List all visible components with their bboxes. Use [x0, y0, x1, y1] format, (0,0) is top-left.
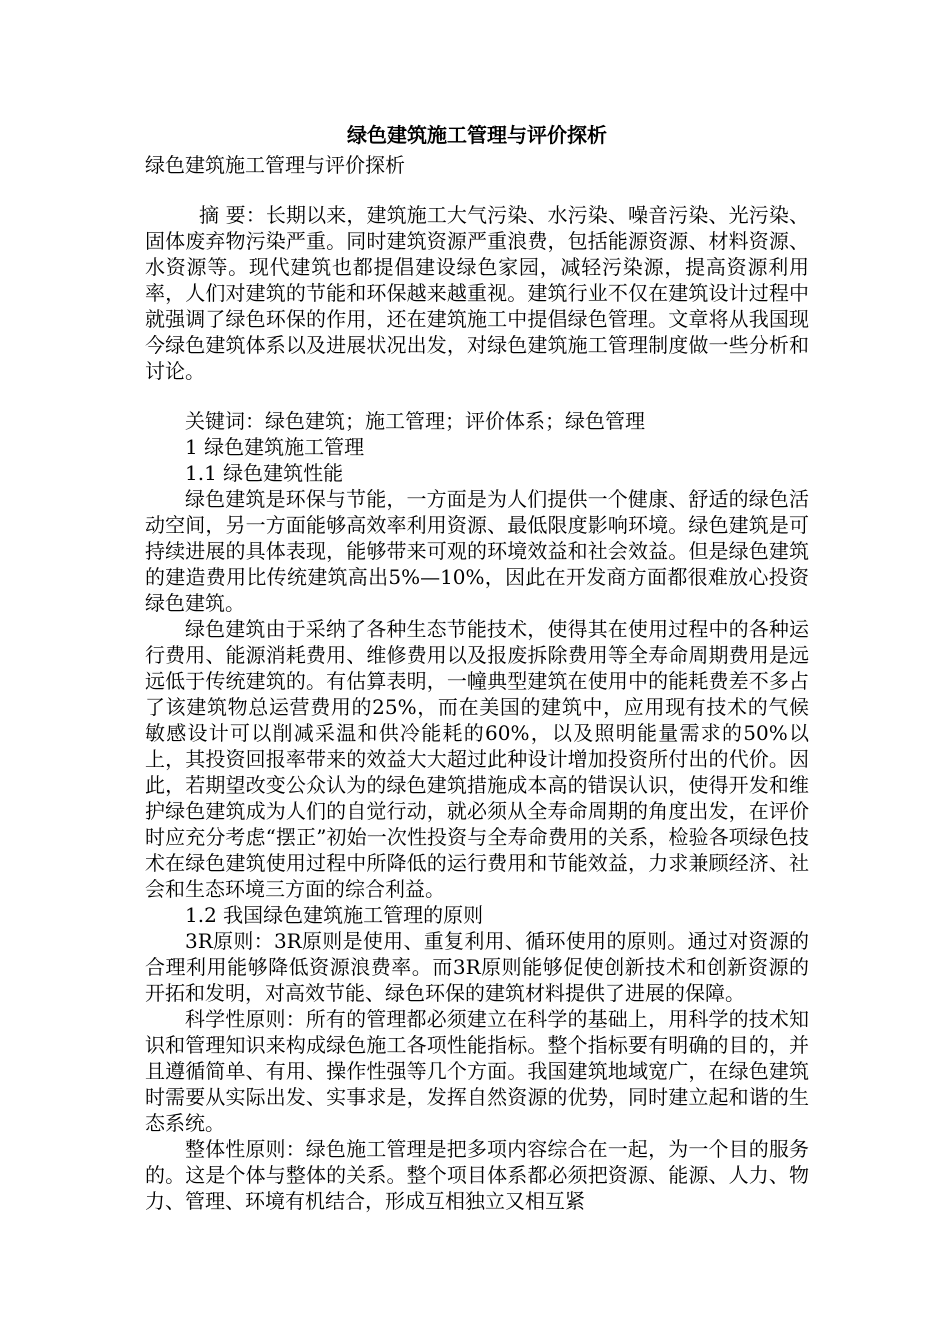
spacer	[145, 384, 809, 408]
keywords-line: 关键词：绿色建筑；施工管理；评价体系；绿色管理	[185, 409, 645, 433]
abstract-paragraph: 摘 要：长期以来，建筑施工大气污染、水污染、噪音污染、光污染、固体废弃物污染严重。同时建筑资源严重浪费，包括能源资源、材料资源、水资源等。现代建筑也都提倡建设绿色家园，减轻污染源，提高资源利用率，人们对建筑的节能和环保越来越重视。建筑行业不仅在建筑设计过程中就强调了绿色环保的作用，还在建筑施工中提倡绿色管理。文章将从我国现今绿色建筑体系以及进展状况出发，对绿色建筑施工管理制度做一些分析和讨论。	[145, 203, 809, 383]
section-1-1-paragraph-1: 绿色建筑是环保与节能，一方面是为人们提供一个健康、舒适的绿色活动空间，另一方面能够高效率利用资源、最低限度影响环境。绿色建筑是可持续进展的具体表现，能够带来可观的环境效益和社会效益。但是绿色建筑的建造费用比传统建筑高出5%—10%，因此在开发商方面都很难放心投资绿色建筑。	[145, 487, 809, 615]
section-1-heading: 1 绿色建筑施工管理	[185, 435, 365, 459]
spacer	[145, 178, 809, 202]
section-1-2-paragraph-2: 科学性原则：所有的管理都必须建立在科学的基础上，用科学的技术知识和管理知识来构成绿色施工各项性能指标。整个指标要有明确的目的，并且遵循简单、有用、操作性强等几个方面。我国建筑地域宽广，在绿色建筑时需要从实际出发、实事求是，发挥自然资源的优势，同时建立起和谐的生态系统。	[145, 1007, 809, 1135]
section-1-1-paragraph-2: 绿色建筑由于采纳了各种生态节能技术，使得其在使用过程中的各种运行费用、能源消耗费用、维修费用以及报废拆除费用等全寿命周期费用是远远低于传统建筑的。有估算表明，一幢典型建筑在使用中的能耗费差不多占了该建筑物总运营费用的25%，而在美国的建筑中，应用现有技术的气候敏感设计可以削减采温和供冷能耗的60%，以及照明能量需求的50%以上，其投资回报率带来的效益大大超过此种设计增加投资所付出的代价。因此，若期望改变公众认为的绿色建筑措施成本高的错误认识，使得开发和维护绿色建筑成为人们的自觉行动，就必须从全寿命周期的角度出发，在评价时应充分考虑“摆正”初始一次性投资与全寿命费用的关系，检验各项绿色技术在绿色建筑使用过程中所降低的运行费用和节能效益，力求兼顾经济、社会和生态环境三方面的综合利益。	[145, 617, 809, 901]
document-page	[145, 118, 809, 1214]
document-subtitle: 绿色建筑施工管理与评价探析	[145, 153, 405, 177]
section-1-2-paragraph-3: 整体性原则：绿色施工管理是把多项内容综合在一起，为一个目的服务的。这是个体与整体的关系。整个项目体系都必须把资源、能源、人力、物力、管理、环境有机结合，形成互相独立又相互紧	[145, 1137, 809, 1213]
document-title: 绿色建筑施工管理与评价探析	[347, 123, 607, 147]
section-1-2-heading: 1.2 我国绿色建筑施工管理的原则	[185, 903, 484, 927]
section-1-1-heading: 1.1 绿色建筑性能	[185, 461, 344, 485]
section-1-2-paragraph-1: 3R原则：3R原则是使用、重复利用、循环使用的原则。通过对资源的合理利用能够降低资源浪费率。而3R原则能够促使创新技术和创新资源的开拓和发明，对高效节能、绿色环保的建筑材料提供了进展的保障。	[145, 929, 809, 1005]
